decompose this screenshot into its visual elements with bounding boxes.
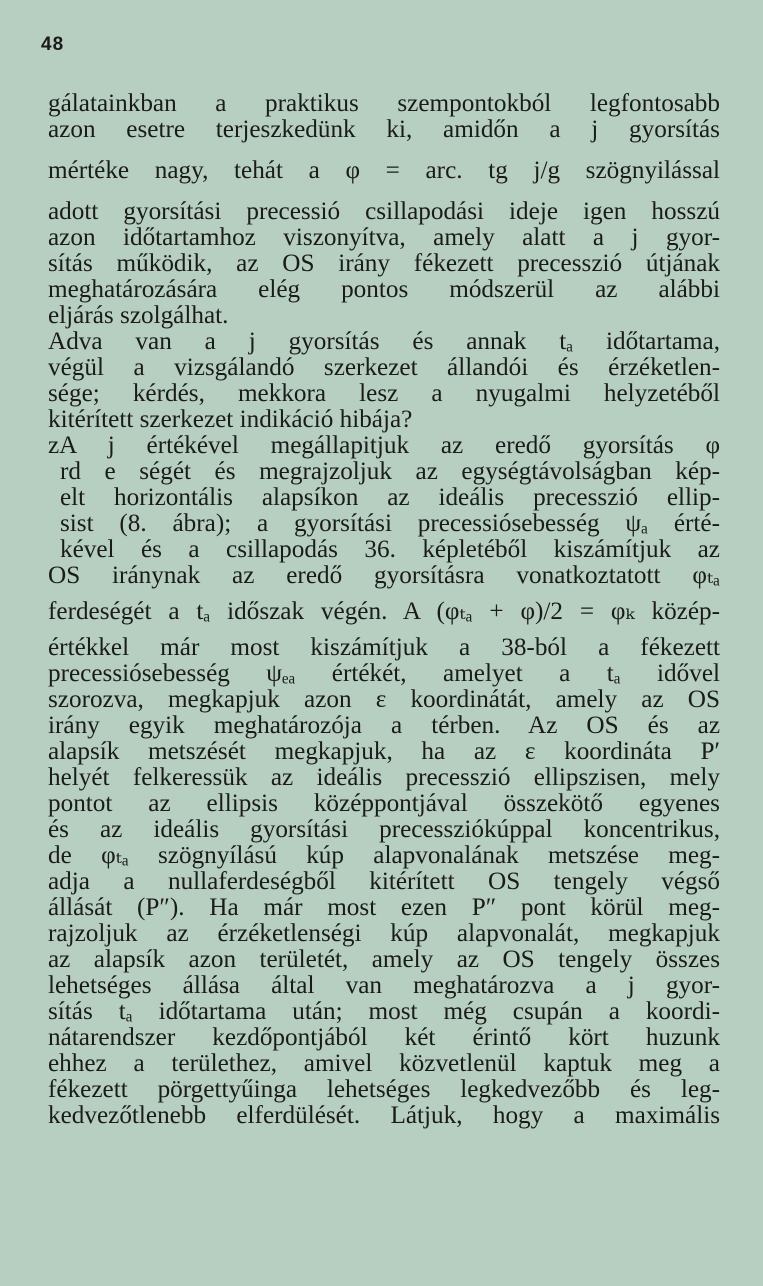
text-line-formula: mértéke nagy, tehát a φ = arc. tg j/g szögnyilással (48, 157, 720, 184)
text-line: azon időtartamhoz viszonyítva, amely alatt a j gyor- (48, 224, 720, 251)
text-line: kedvezőtlenebb elferdülését. Látjuk, hogy a maximális (48, 1102, 720, 1129)
text-line: végül a vizsgálandó szerkezet állandói és érzéketlen- (48, 354, 720, 381)
text-line: szorozva, megkapjuk azon ε koordinátát, amely az OS (48, 686, 720, 713)
text-line: pontot az ellipsis középpontjával összekötő egyenes (48, 790, 720, 817)
text-line: ehhez a területhez, amivel közvetlenül kaptuk meg a (48, 1050, 720, 1077)
text-line: rajzoljuk az érzéketlenségi kúp alapvonalát, megkapjuk (48, 920, 720, 947)
text-line: kitérített szerkezet indikáció hibája? (48, 406, 413, 433)
text-line: adja a nullaferdeségből kitérített OS tengely végső (48, 868, 720, 895)
paragraph-1 (48, 91, 720, 329)
text-line: kével és a csillapodás 36. képletéből kiszámítjuk az (60, 536, 720, 563)
text-line-formula: ferdeségét a tₐ időszak végén. A (φₜₐ + φ)/2 = φₖ közép- (48, 598, 720, 625)
text-line: nátarendszer kezdőpontjából két érintő kört huzunk (48, 1024, 720, 1051)
text-line: OS iránynak az eredő gyorsításra vonatkoztatott φₜₐ (48, 562, 720, 589)
text-line: irány egyik meghatározója a térben. Az OS és az (48, 712, 720, 739)
text-line: gálatainkban a praktikus szempontokból legfontosabb (48, 90, 720, 117)
paragraph-3 (48, 433, 720, 1129)
text-line: precessiósebesség ψₑₐ értékét, amelyet a tₐ idővel (48, 660, 720, 687)
text-line: helyét felkeressük az ideális precesszió ellipszisen, mely (48, 764, 720, 791)
text-line: zA j értékével megállapitjuk az eredő gyorsítás φ (48, 432, 720, 459)
text-line: állását (P″). Ha már most ezen P″ pont körül meg- (48, 894, 720, 921)
text-line: sítás működik, az OS irány fékezett precesszió útjának (48, 250, 720, 277)
text-line: alapsík metszését megkapjuk, ha az ε koordináta P′ (48, 738, 720, 765)
page-number: 48 (41, 34, 65, 55)
text-line: meghatározására elég pontos módszerül az alábbi (48, 276, 720, 303)
text-line: de φₜₐ szögnyílású kúp alapvonalának metszése meg- (48, 842, 720, 869)
text-line: értékkel már most kiszámítjuk a 38-ból a fékezett (48, 634, 720, 661)
text-line: eljárás szolgálhat. (48, 302, 229, 329)
text-line: elt horizontális alapsíkon az ideális precesszió ellip- (60, 484, 720, 511)
text-line: sist (8. ábra); a gyorsítási precessiósebesség ψₐ érté- (60, 510, 720, 537)
text-line: és az ideális gyorsítási precessziókúppal koncentrikus, (48, 816, 720, 843)
text-line: rd e ségét és megrajzoljuk az egységtávolságban kép- (60, 458, 720, 485)
text-line: adott gyorsítási precessió csillapodási ideje igen hosszú (48, 198, 720, 225)
text-line: Adva van a j gyorsítás és annak tₐ időtartama, (48, 328, 720, 355)
text-line: azon esetre terjeszkedünk ki, amidőn a j gyorsítás (48, 116, 720, 143)
text-line: sége; kérdés, mekkora lesz a nyugalmi helyzetéből (48, 380, 720, 407)
text-line: fékezett pörgettyűinga lehetséges legkedvezőbb és leg- (48, 1076, 720, 1103)
page-text (48, 91, 720, 1129)
text-line: sítás tₐ időtartama után; most még csupán a koordi- (48, 998, 720, 1025)
paragraph-2 (48, 329, 720, 433)
text-line: lehetséges állása által van meghatározva a j gyor- (48, 972, 720, 999)
text-line: az alapsík azon területét, amely az OS tengely összes (48, 946, 720, 973)
